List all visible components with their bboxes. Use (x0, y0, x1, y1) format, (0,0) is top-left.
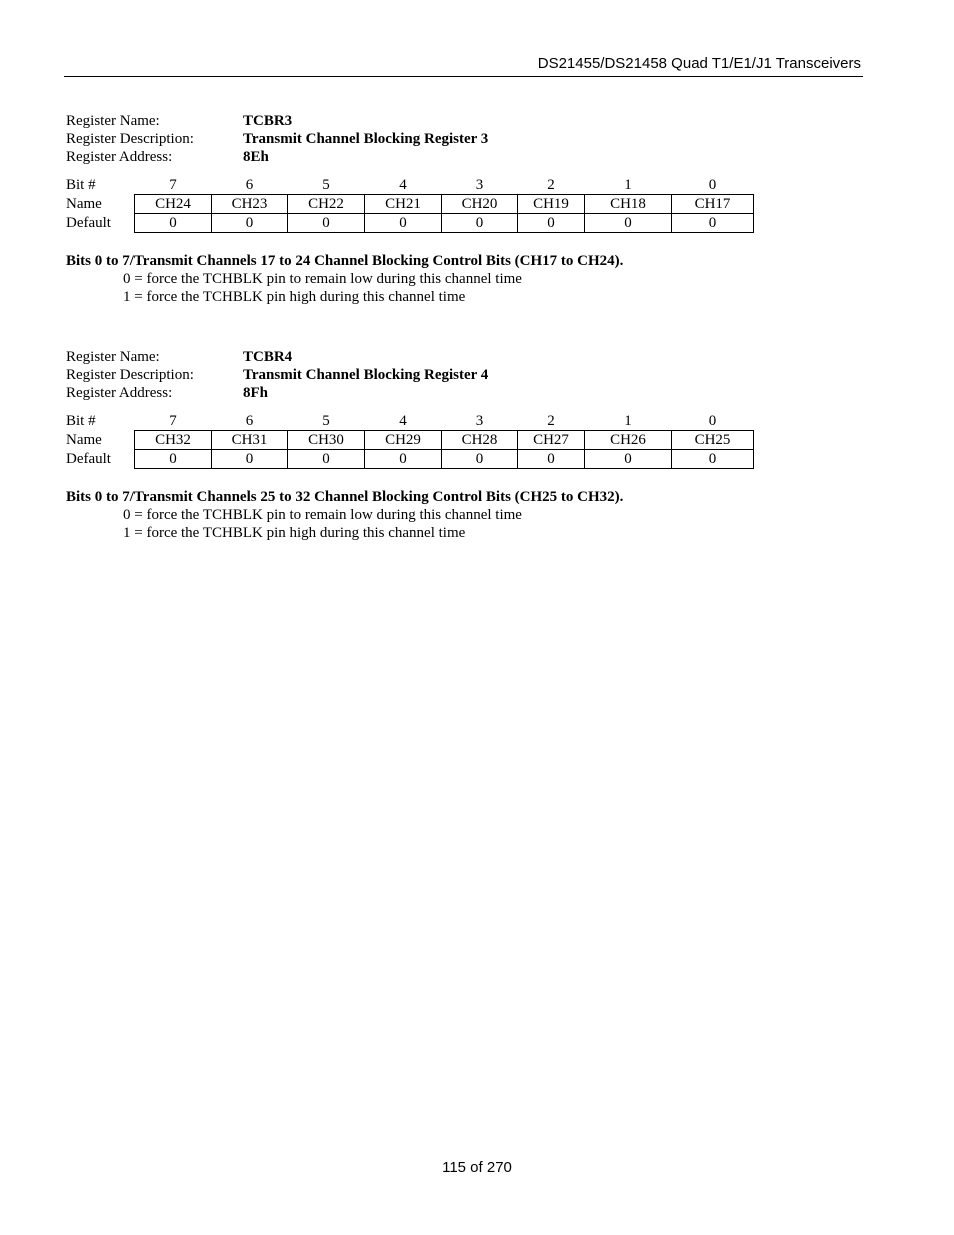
bit-default-cell: 0 (442, 214, 518, 233)
name-row-label: Name (66, 431, 102, 448)
bit-map-table (66, 412, 754, 469)
register-description-label: Register Description: (66, 131, 194, 147)
bit-name-cell: CH26 (585, 431, 672, 450)
bit-number: 4 (399, 412, 407, 429)
bit-default-cell: 0 (518, 214, 585, 233)
bit-name-cell: CH25 (672, 431, 754, 450)
bit-name-cell: CH18 (585, 195, 672, 214)
name-row-label: Name (66, 195, 102, 212)
bit-default-cell: 0 (585, 214, 672, 233)
register-name-row (66, 112, 866, 130)
default-row-label: Default (66, 214, 111, 231)
bit-number-row (66, 412, 754, 431)
bit-number: 0 (708, 176, 717, 193)
bit-name-cell: CH29 (365, 431, 442, 450)
bit-map-table (66, 176, 754, 233)
bits-description-line: 1 = force the TCHBLK pin high during this channel time (123, 289, 466, 305)
register-description-value: Transmit Channel Blocking Register 3 (243, 131, 489, 147)
bit-default-cell: 0 (518, 450, 585, 469)
bit-number: 5 (322, 176, 330, 193)
bit-number: 7 (169, 176, 177, 193)
bit-default-cell: 0 (672, 450, 754, 469)
register-name-value: TCBR4 (243, 349, 293, 365)
bit-number: 4 (399, 176, 407, 193)
bit-name-cell: CH28 (442, 431, 518, 450)
register-description-row (66, 366, 866, 384)
bit-number: 0 (708, 412, 717, 429)
bit-default-cell: 0 (442, 450, 518, 469)
bit-number: 6 (245, 176, 254, 193)
bit-number-row (66, 176, 754, 195)
default-row-label: Default (66, 450, 111, 467)
register-section-tcbr4 (66, 348, 866, 541)
bit-number: 3 (475, 412, 484, 429)
register-description-row (66, 130, 866, 148)
bit-name-row (66, 431, 754, 450)
register-name-label: Register Name: (66, 349, 160, 365)
bit-name-cell: CH30 (288, 431, 365, 450)
document-header-title: DS21455/DS21458 Quad T1/E1/J1 Transceivers (537, 55, 861, 72)
bit-name-cell: CH24 (135, 195, 212, 214)
register-description-value: Transmit Channel Blocking Register 4 (243, 367, 489, 383)
register-address-value: 8Fh (243, 385, 269, 401)
register-address-label: Register Address: (66, 149, 173, 165)
bit-name-cell: CH31 (212, 431, 288, 450)
bit-number: 5 (322, 412, 330, 429)
bit-name-cell: CH22 (288, 195, 365, 214)
bits-description-line: 0 = force the TCHBLK pin to remain low during this channel time (123, 271, 522, 287)
bit-number: 1 (624, 176, 632, 193)
bit-name-cell: CH32 (135, 431, 212, 450)
bit-default-cell: 0 (135, 214, 212, 233)
bit-name-cell: CH27 (518, 431, 585, 450)
bit-number: 6 (245, 412, 254, 429)
register-description-label: Register Description: (66, 367, 194, 383)
register-address-value: 8Eh (243, 149, 269, 165)
register-address-label: Register Address: (66, 385, 173, 401)
register-name-label: Register Name: (66, 113, 160, 129)
page-number: 115 of 270 (442, 1159, 512, 1176)
bit-name-cell: CH17 (672, 195, 754, 214)
bit-row-label: Bit # (66, 176, 96, 193)
bits-description (66, 488, 623, 542)
bit-number: 2 (547, 176, 555, 193)
register-section-tcbr3 (66, 112, 866, 305)
bit-name-cell: CH23 (212, 195, 288, 214)
register-name-row (66, 348, 866, 366)
bit-default-cell: 0 (212, 214, 288, 233)
bit-default-cell: 0 (585, 450, 672, 469)
bits-description-title: Bits 0 to 7/Transmit Channels 17 to 24 Channel Blocking Control Bits (CH17 to CH24). (66, 253, 624, 269)
bit-number: 2 (547, 412, 555, 429)
bit-number: 1 (624, 412, 632, 429)
bit-name-cell: CH21 (365, 195, 442, 214)
bit-default-cell: 0 (672, 214, 754, 233)
bit-default-cell: 0 (365, 450, 442, 469)
bit-name-row (66, 195, 754, 214)
register-address-row (66, 148, 866, 166)
bit-name-cell: CH20 (442, 195, 518, 214)
bit-default-cell: 0 (365, 214, 442, 233)
bit-row-label: Bit # (66, 412, 96, 429)
bit-default-row (66, 450, 754, 469)
bit-default-cell: 0 (135, 450, 212, 469)
register-name-value: TCBR3 (243, 113, 293, 129)
bit-default-cell: 0 (212, 450, 288, 469)
bit-default-cell: 0 (288, 450, 365, 469)
bit-default-row (66, 214, 754, 233)
bit-number: 7 (169, 412, 177, 429)
register-address-row (66, 384, 866, 402)
bits-description (66, 252, 623, 306)
bit-number: 3 (475, 176, 484, 193)
bit-name-cell: CH19 (518, 195, 585, 214)
bits-description-title: Bits 0 to 7/Transmit Channels 25 to 32 Channel Blocking Control Bits (CH25 to CH32). (66, 489, 624, 505)
bit-default-cell: 0 (288, 214, 365, 233)
header-divider (64, 76, 863, 77)
bits-description-line: 1 = force the TCHBLK pin high during this channel time (123, 525, 466, 541)
bits-description-line: 0 = force the TCHBLK pin to remain low during this channel time (123, 507, 522, 523)
